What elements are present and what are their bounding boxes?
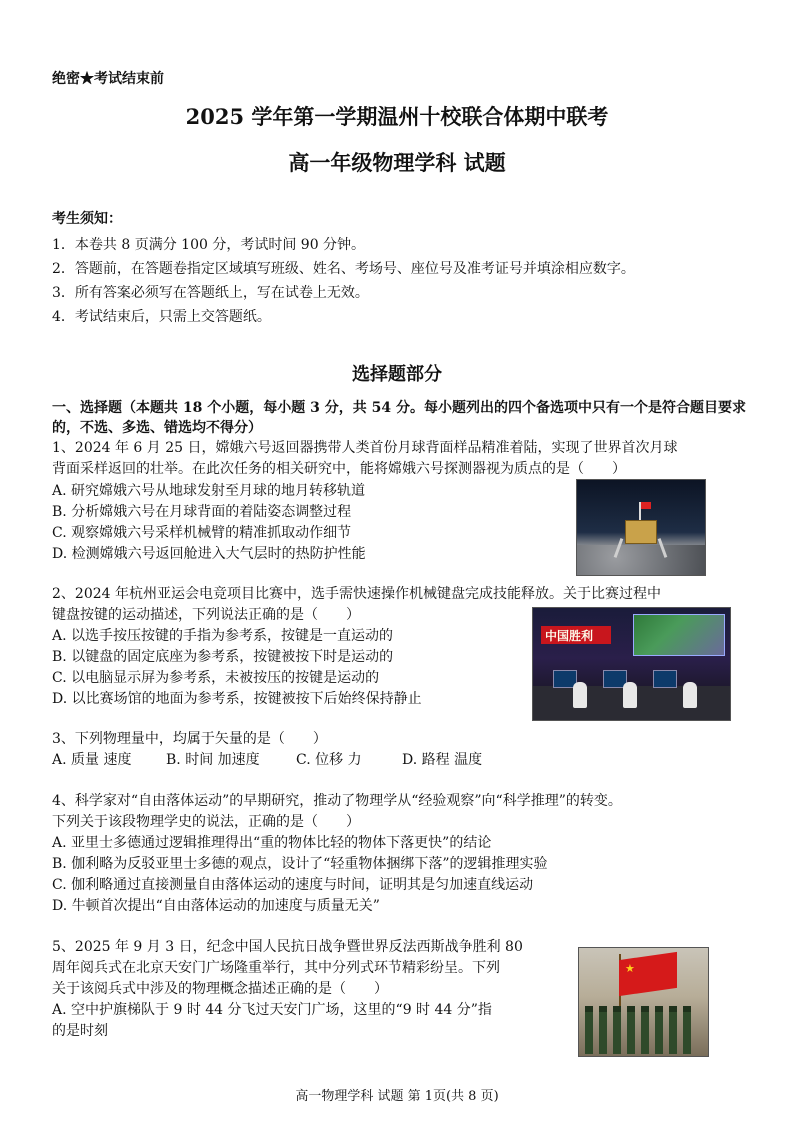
question-5-stem: 5、2025 年 9 月 3 日，纪念中国人民抗日战争暨世界反法西斯战争胜利 80 [52,939,523,955]
question-2-stem: 2、2024 年杭州亚运会电竞项目比赛中，选手需快速操作机械键盘完成技能释放。关于比赛过程中 [52,586,661,602]
notice-item: 3．所有答案必须写在答题纸上，写在试卷上无效。 [52,285,369,301]
question-5-option-a: A. 空中护旗梯队于 9 时 44 分飞过天安门广场，这里的“9 时 44 分”指 [52,1002,492,1018]
question-4-option-d: D. 牛顿首次提出“自由落体运动的加速度与质量无关” [52,898,380,914]
page-footer: 高一物理学科 试题 第 1页(共 8 页) [295,1089,499,1104]
question-2-option-b: B. 以键盘的固定底座为参考系，按键被按下时是运动的 [52,649,394,665]
question-1-option-b: B. 分析嫦娥六号在月球背面的着陆姿态调整过程 [52,504,352,520]
notice-heading: 考生须知： [52,211,122,227]
arena-banner: 中国胜利 [541,626,611,644]
question-1-option-c: C. 观察嫦娥六号采样机械臂的精准抓取动作细节 [52,525,352,541]
lunar-lander-image [576,479,706,576]
question-4-option-a: A. 亚里士多德通过逻辑推理得出“重的物体比轻的物体下落更快”的结论 [52,835,492,851]
question-1-stem: 背面采样返回的壮举。在此次任务的相关研究中，能将嫦娥六号探测器视为质点的是（ ） [52,461,626,477]
exam-subtitle: 高一年级物理学科 试题 [288,150,506,175]
question-5-stem: 周年阅兵式在北京天安门广场隆重举行，其中分列式环节精彩纷呈。下列 [52,960,500,976]
question-4-stem: 下列关于该段物理学史的说法，正确的是（ ） [52,814,360,830]
notice-item: 2．答题前，在答题卷指定区域填写班级、姓名、考场号、座位号及准考证号并填涂相应数字。 [52,261,635,277]
notice-item: 4．考试结束后，只需上交答题纸。 [52,309,271,325]
question-4-option-b: B. 伽利略为反驳亚里士多德的观点，设计了“轻重物体捆绑下落”的逻辑推理实验 [52,856,548,872]
question-3-stem: 3、下列物理量中，均属于矢量的是（ ） [52,731,327,747]
esports-arena-image [532,607,731,721]
notice-item: 1．本卷共 8 页满分 100 分，考试时间 90 分钟。 [52,237,366,253]
section-title: 选择题部分 [352,364,442,385]
section-instruction: 一、选择题（本题共 18 个小题，每小题 3 分，共 54 分。每小题列出的四个备选项中只有一个是符合题目要求的，不选、多选、错选均不得分） [52,400,746,436]
question-4-option-c: C. 伽利略通过直接测量自由落体运动的速度与时间，证明其是匀加速直线运动 [52,877,534,893]
question-3-option-a: A. 质量 速度 [52,752,132,768]
question-5-option-a-cont: 的是时刻 [52,1023,108,1039]
question-1-option-a: A. 研究嫦娥六号从地球发射至月球的地月转移轨道 [52,483,366,499]
military-parade-image [578,947,709,1057]
question-1-option-d: D. 检测嫦娥六号返回舱进入大气层时的热防护性能 [52,546,366,562]
confidential-label: 绝密★考试结束前 [52,71,164,87]
question-3-option-c: C. 位移 力 [296,752,362,768]
question-5-stem: 关于该阅兵式中涉及的物理概念描述正确的是（ ） [52,981,388,997]
question-3-option-d: D. 路程 温度 [402,752,483,768]
question-3-option-b: B. 时间 加速度 [166,752,260,768]
question-2-option-a: A. 以选手按压按键的手指为参考系，按键是一直运动的 [52,628,394,644]
question-2-option-d: D. 以比赛场馆的地面为参考系，按键被按下后始终保持静止 [52,691,422,707]
question-4-stem: 4、科学家对“自由落体运动”的早期研究，推动了物理学从“经验观察”向“科学推理”的转变。 [52,793,622,809]
question-2-option-c: C. 以电脑显示屏为参考系，未被按压的按键是运动的 [52,670,380,686]
question-2-stem: 键盘按键的运动描述，下列说法正确的是（ ） [52,607,360,623]
flag-star-icon: ★ [625,962,635,975]
exam-title: 2025 学年第一学期温州十校联合体期中联考 [185,104,609,129]
question-1-stem: 1、2024 年 6 月 25 日，嫦娥六号返回器携带人类首份月球背面样品精准着陆，实现了世界首次月球 [52,440,678,456]
